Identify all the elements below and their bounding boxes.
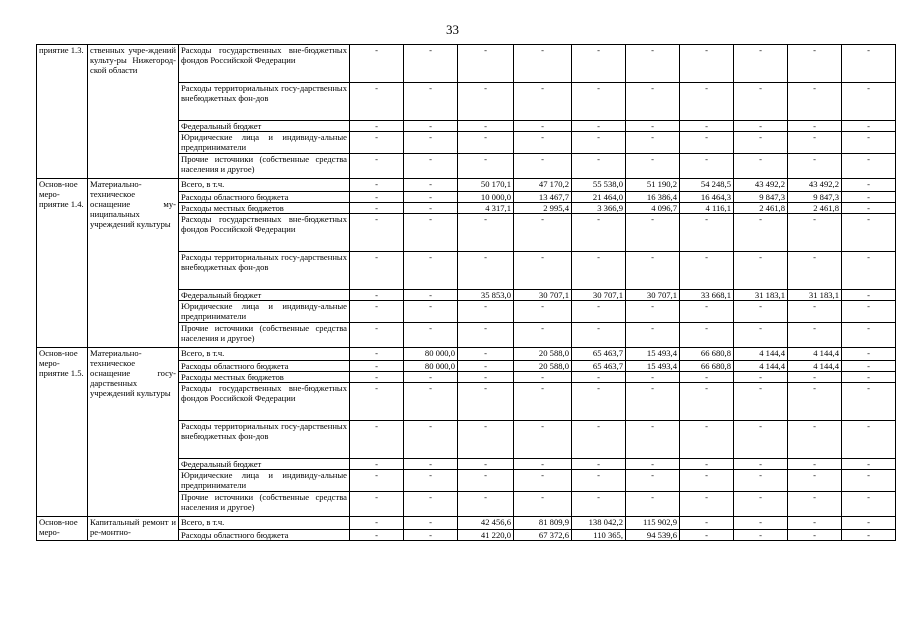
value-cell: - [404, 301, 458, 323]
value-cell: 80 000,0 [404, 348, 458, 361]
value-cell: - [572, 83, 626, 121]
value-cell: - [350, 348, 404, 361]
value-cell: - [842, 470, 896, 492]
funding-source-cell: Расходы государственных вне-бюджетных фондов Российской Федерации [179, 214, 350, 252]
funding-source-cell: Федеральный бюджет [179, 459, 350, 470]
value-cell: - [626, 421, 680, 459]
value-cell: - [788, 517, 842, 530]
table-row [37, 179, 896, 192]
value-cell: - [842, 252, 896, 290]
value-cell: - [788, 154, 842, 179]
value-cell: 110 365, [572, 530, 626, 541]
value-cell: 2 461,8 [734, 203, 788, 214]
value-cell: - [842, 203, 896, 214]
value-cell: - [734, 421, 788, 459]
value-cell: - [788, 121, 842, 132]
value-cell: - [350, 323, 404, 348]
value-cell: 4 144,4 [734, 361, 788, 372]
value-cell: 4 144,4 [788, 348, 842, 361]
value-cell: - [350, 290, 404, 301]
value-cell: 43 492,2 [788, 179, 842, 192]
value-cell: - [458, 252, 514, 290]
value-cell: - [734, 517, 788, 530]
value-cell: - [842, 290, 896, 301]
value-cell: 30 707,1 [514, 290, 572, 301]
value-cell: 2 995,4 [514, 203, 572, 214]
value-cell: - [350, 517, 404, 530]
value-cell: - [842, 301, 896, 323]
table-row [37, 45, 896, 83]
value-cell: 138 042,2 [572, 517, 626, 530]
value-cell: - [572, 492, 626, 517]
value-cell: 16 464,3 [680, 192, 734, 203]
value-cell: - [680, 323, 734, 348]
value-cell: - [680, 214, 734, 252]
value-cell: - [350, 203, 404, 214]
value-cell: - [458, 154, 514, 179]
value-cell: - [572, 383, 626, 421]
value-cell: - [514, 252, 572, 290]
value-cell: 15 493,4 [626, 348, 680, 361]
value-cell: - [572, 323, 626, 348]
value-cell: 50 170,1 [458, 179, 514, 192]
value-cell: - [514, 492, 572, 517]
value-cell: - [458, 132, 514, 154]
value-cell: 81 809,9 [514, 517, 572, 530]
value-cell: 9 847,3 [788, 192, 842, 203]
funding-source-cell: Расходы местных бюджетов [179, 203, 350, 214]
value-cell: - [514, 323, 572, 348]
value-cell: 65 463,7 [572, 348, 626, 361]
value-cell: - [842, 83, 896, 121]
value-cell: - [350, 459, 404, 470]
value-cell: 15 493,4 [626, 361, 680, 372]
value-cell: - [404, 530, 458, 541]
value-cell: - [350, 530, 404, 541]
value-cell: - [680, 301, 734, 323]
value-cell: 66 680,8 [680, 361, 734, 372]
funding-source-cell: Расходы территориальных госу-дарственных внебюджетных фон-дов [179, 83, 350, 121]
value-cell: 41 220,0 [458, 530, 514, 541]
value-cell: - [734, 301, 788, 323]
value-cell: - [788, 252, 842, 290]
value-cell: - [734, 372, 788, 383]
funding-source-cell: Расходы областного бюджета [179, 192, 350, 203]
value-cell: - [514, 421, 572, 459]
value-cell: 16 386,4 [626, 192, 680, 203]
value-cell: - [788, 372, 842, 383]
value-cell: - [458, 83, 514, 121]
value-cell: - [404, 203, 458, 214]
funding-source-cell: Федеральный бюджет [179, 121, 350, 132]
value-cell: 4 144,4 [788, 361, 842, 372]
activity-cell: Основ-ное меро- [37, 517, 88, 541]
value-cell: - [404, 517, 458, 530]
value-cell: - [734, 323, 788, 348]
value-cell: - [350, 301, 404, 323]
funding-source-cell: Прочие источники (собственные средства населения и другое) [179, 154, 350, 179]
value-cell: - [626, 121, 680, 132]
value-cell: 4 116,1 [680, 203, 734, 214]
value-cell: - [734, 214, 788, 252]
value-cell: 10 000,0 [458, 192, 514, 203]
value-cell: - [680, 530, 734, 541]
value-cell: - [572, 121, 626, 132]
value-cell: - [572, 132, 626, 154]
value-cell: 43 492,2 [734, 179, 788, 192]
value-cell: - [626, 301, 680, 323]
value-cell: - [572, 470, 626, 492]
value-cell: - [680, 517, 734, 530]
value-cell: - [404, 290, 458, 301]
value-cell: - [680, 45, 734, 83]
value-cell: - [350, 470, 404, 492]
value-cell: - [458, 121, 514, 132]
value-cell: - [404, 214, 458, 252]
value-cell: - [350, 492, 404, 517]
value-cell: - [458, 323, 514, 348]
value-cell: 31 183,1 [788, 290, 842, 301]
value-cell: - [514, 154, 572, 179]
value-cell: - [514, 83, 572, 121]
funding-source-cell: Всего, в т.ч. [179, 179, 350, 192]
value-cell: - [404, 179, 458, 192]
activity-cell: приятие 1.3. [37, 45, 88, 179]
value-cell: - [788, 301, 842, 323]
value-cell: - [788, 459, 842, 470]
activity-cell: Основ-ное меро-приятие 1.4. [37, 179, 88, 348]
value-cell: - [458, 421, 514, 459]
funding-source-cell: Юридические лица и индивиду-альные предприниматели [179, 301, 350, 323]
value-cell: - [458, 214, 514, 252]
value-cell: 66 680,8 [680, 348, 734, 361]
value-cell: - [788, 83, 842, 121]
value-cell: - [680, 459, 734, 470]
value-cell: - [514, 132, 572, 154]
funding-source-cell: Расходы областного бюджета [179, 530, 350, 541]
value-cell: 30 707,1 [626, 290, 680, 301]
funding-source-cell: Прочие источники (собственные средства населения и другое) [179, 323, 350, 348]
value-cell: 51 190,2 [626, 179, 680, 192]
value-cell: 9 847,3 [734, 192, 788, 203]
value-cell: 55 538,0 [572, 179, 626, 192]
value-cell: 13 467,7 [514, 192, 572, 203]
value-cell: - [404, 132, 458, 154]
value-cell: - [626, 459, 680, 470]
value-cell: 20 588,0 [514, 348, 572, 361]
value-cell: - [514, 470, 572, 492]
value-cell: - [626, 492, 680, 517]
value-cell: - [626, 154, 680, 179]
value-cell: - [788, 383, 842, 421]
value-cell: - [680, 132, 734, 154]
value-cell: - [350, 132, 404, 154]
value-cell: - [350, 179, 404, 192]
funding-source-cell: Всего, в т.ч. [179, 348, 350, 361]
value-cell: - [680, 372, 734, 383]
value-cell: - [626, 214, 680, 252]
value-cell: - [626, 372, 680, 383]
value-cell: - [404, 45, 458, 83]
value-cell: 4 317,1 [458, 203, 514, 214]
value-cell: - [788, 214, 842, 252]
funding-source-cell: Расходы государственных вне-бюджетных фондов Российской Федерации [179, 383, 350, 421]
value-cell: - [680, 154, 734, 179]
funding-source-cell: Федеральный бюджет [179, 290, 350, 301]
value-cell: - [514, 214, 572, 252]
value-cell: - [734, 252, 788, 290]
value-cell: 35 853,0 [458, 290, 514, 301]
funding-source-cell: Юридические лица и индивиду-альные предприниматели [179, 470, 350, 492]
value-cell: - [404, 470, 458, 492]
value-cell: 42 456,6 [458, 517, 514, 530]
value-cell: 115 902,9 [626, 517, 680, 530]
value-cell: - [458, 459, 514, 470]
budget-table [36, 44, 896, 541]
value-cell: - [680, 421, 734, 459]
value-cell: - [842, 179, 896, 192]
value-cell: 3 366,9 [572, 203, 626, 214]
value-cell: - [350, 154, 404, 179]
activity-name-cell: ственных учре-ждений культу-ры Нижегород-ской области [88, 45, 179, 179]
value-cell: 33 668,1 [680, 290, 734, 301]
value-cell: - [842, 372, 896, 383]
value-cell: - [350, 214, 404, 252]
value-cell: 20 588,0 [514, 361, 572, 372]
value-cell: - [404, 83, 458, 121]
activity-name-cell: Материально-техническое оснащение му-ниципальных учреждений культуры [88, 179, 179, 348]
value-cell: - [842, 121, 896, 132]
value-cell: - [842, 132, 896, 154]
value-cell: - [572, 301, 626, 323]
activity-name-cell: Капитальный ремонт и ре-монтно- [88, 517, 179, 541]
value-cell: - [404, 192, 458, 203]
value-cell: 54 248,5 [680, 179, 734, 192]
value-cell: - [842, 192, 896, 203]
value-cell: 31 183,1 [734, 290, 788, 301]
value-cell: 47 170,2 [514, 179, 572, 192]
value-cell: - [514, 372, 572, 383]
value-cell: - [842, 517, 896, 530]
value-cell: - [788, 323, 842, 348]
value-cell: - [514, 121, 572, 132]
value-cell: - [842, 348, 896, 361]
funding-source-cell: Юридические лица и индивиду-альные предприниматели [179, 132, 350, 154]
value-cell: - [404, 421, 458, 459]
value-cell: - [404, 252, 458, 290]
value-cell: - [572, 252, 626, 290]
value-cell: - [788, 132, 842, 154]
value-cell: - [680, 252, 734, 290]
value-cell: - [626, 45, 680, 83]
value-cell: - [458, 301, 514, 323]
value-cell: - [680, 83, 734, 121]
value-cell: - [734, 530, 788, 541]
value-cell: - [680, 383, 734, 421]
value-cell: 65 463,7 [572, 361, 626, 372]
value-cell: - [350, 372, 404, 383]
activity-cell: Основ-ное меро-приятие 1.5. [37, 348, 88, 517]
value-cell: - [572, 45, 626, 83]
table-row [37, 517, 896, 530]
value-cell: - [734, 121, 788, 132]
value-cell: - [842, 383, 896, 421]
value-cell: - [626, 323, 680, 348]
value-cell: - [680, 121, 734, 132]
value-cell: - [572, 214, 626, 252]
value-cell: - [626, 83, 680, 121]
value-cell: - [842, 492, 896, 517]
value-cell: - [680, 470, 734, 492]
value-cell: - [404, 459, 458, 470]
value-cell: - [458, 361, 514, 372]
value-cell: - [350, 361, 404, 372]
value-cell: - [458, 45, 514, 83]
activity-name-cell: Материально-техническое оснащение госу-дарственных учреждений культуры [88, 348, 179, 517]
value-cell: 94 539,6 [626, 530, 680, 541]
value-cell: - [788, 45, 842, 83]
value-cell: - [514, 301, 572, 323]
value-cell: - [458, 492, 514, 517]
value-cell: - [842, 154, 896, 179]
table-row [37, 348, 896, 361]
value-cell: - [842, 323, 896, 348]
value-cell: 4 144,4 [734, 348, 788, 361]
value-cell: - [514, 45, 572, 83]
value-cell: - [514, 383, 572, 421]
value-cell: - [404, 383, 458, 421]
value-cell: 67 372,6 [514, 530, 572, 541]
value-cell: - [572, 154, 626, 179]
value-cell: - [788, 421, 842, 459]
value-cell: - [350, 45, 404, 83]
value-cell: - [842, 530, 896, 541]
value-cell: - [842, 459, 896, 470]
value-cell: - [404, 154, 458, 179]
value-cell: - [572, 421, 626, 459]
value-cell: - [626, 383, 680, 421]
value-cell: - [734, 470, 788, 492]
funding-source-cell: Расходы областного бюджета [179, 361, 350, 372]
value-cell: - [350, 121, 404, 132]
value-cell: - [626, 132, 680, 154]
funding-source-cell: Расходы территориальных госу-дарственных внебюджетных фон-дов [179, 421, 350, 459]
value-cell: - [350, 192, 404, 203]
value-cell: - [734, 492, 788, 517]
value-cell: - [458, 470, 514, 492]
value-cell: 2 461,8 [788, 203, 842, 214]
value-cell: - [458, 372, 514, 383]
value-cell: - [842, 361, 896, 372]
value-cell: - [788, 492, 842, 517]
value-cell: - [458, 383, 514, 421]
value-cell: - [734, 132, 788, 154]
value-cell: - [626, 252, 680, 290]
value-cell: - [350, 421, 404, 459]
value-cell: - [404, 121, 458, 132]
value-cell: - [734, 83, 788, 121]
funding-source-cell: Прочие источники (собственные средства населения и другое) [179, 492, 350, 517]
value-cell: - [680, 492, 734, 517]
value-cell: - [734, 154, 788, 179]
page-number: 33 [446, 22, 459, 37]
value-cell: - [350, 383, 404, 421]
funding-source-cell: Расходы местных бюджетов [179, 372, 350, 383]
value-cell: - [514, 459, 572, 470]
value-cell: - [458, 348, 514, 361]
value-cell: - [788, 470, 842, 492]
funding-source-cell: Расходы государственных вне-бюджетных фондов Российской Федерации [179, 45, 350, 83]
value-cell: - [572, 372, 626, 383]
value-cell: - [734, 459, 788, 470]
funding-source-cell: Всего, в т.ч. [179, 517, 350, 530]
value-cell: - [788, 530, 842, 541]
value-cell: - [842, 45, 896, 83]
value-cell: 21 464,0 [572, 192, 626, 203]
value-cell: 30 707,1 [572, 290, 626, 301]
value-cell: - [734, 383, 788, 421]
value-cell: - [404, 492, 458, 517]
funding-source-cell: Расходы территориальных госу-дарственных внебюджетных фон-дов [179, 252, 350, 290]
value-cell: 80 000,0 [404, 361, 458, 372]
value-cell: 4 096,7 [626, 203, 680, 214]
value-cell: - [350, 83, 404, 121]
value-cell: - [350, 252, 404, 290]
value-cell: - [734, 45, 788, 83]
value-cell: - [572, 459, 626, 470]
value-cell: - [404, 372, 458, 383]
value-cell: - [404, 323, 458, 348]
value-cell: - [626, 470, 680, 492]
value-cell: - [842, 214, 896, 252]
value-cell: - [842, 421, 896, 459]
